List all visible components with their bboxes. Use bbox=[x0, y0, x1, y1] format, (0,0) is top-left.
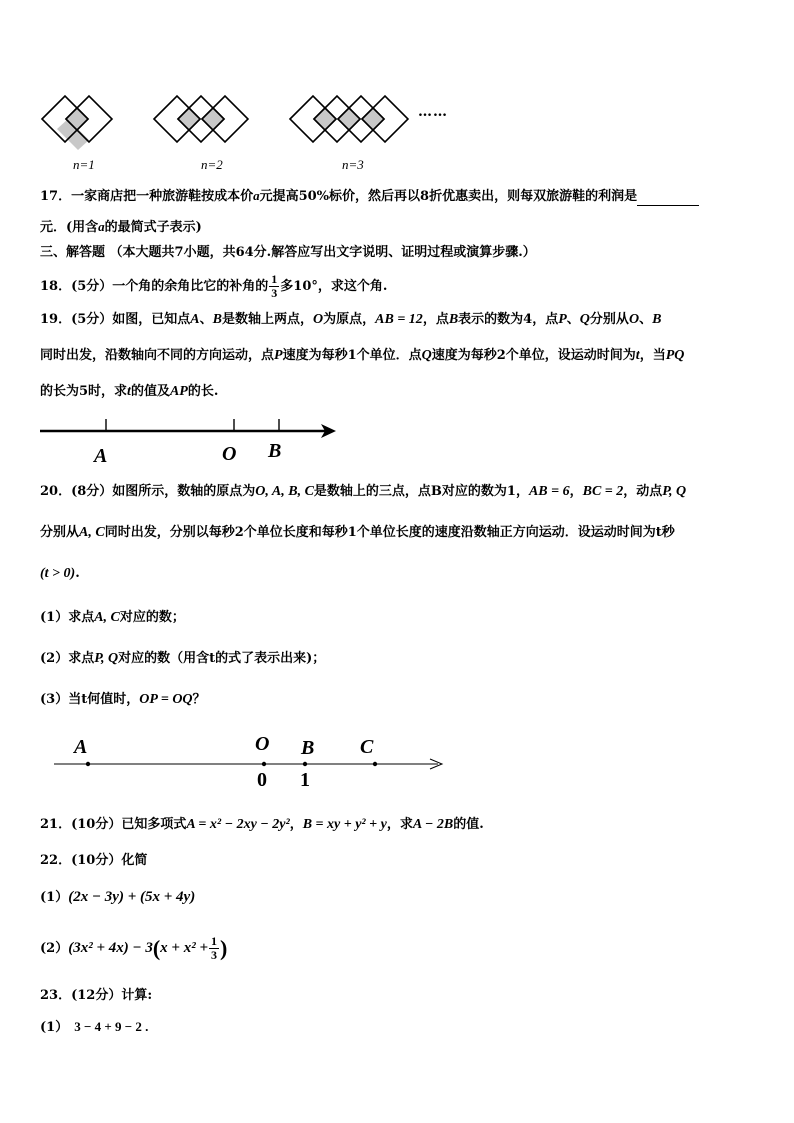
question-17-line1: 17．一家商店把一种旅游鞋按成本价a元提高50%标价，然后再以8折优惠卖出，则每双旅游鞋的利润是 bbox=[40, 187, 699, 206]
question-23-sub1: (1） 3 − 4 + 9 − 2 . bbox=[40, 1019, 149, 1035]
fraction: $\frac{1}{3}$ bbox=[271, 272, 278, 300]
numberline2-label-A: A bbox=[74, 736, 88, 758]
numberline2-label-B: B bbox=[301, 737, 315, 759]
question-18: 18．(5分）一个角的余角比它的补角的 $\frac{1}{3}$ 多10°，求这个角. bbox=[40, 272, 388, 300]
number-line-q19 bbox=[38, 415, 348, 470]
label-n3: n=3 bbox=[342, 157, 364, 172]
question-20-sub3: (3）当t何值时，OP = OQ？ bbox=[40, 692, 206, 707]
question-20-sub1: (1）求点A, C对应的数； bbox=[40, 610, 185, 625]
pattern-n2 bbox=[154, 96, 248, 142]
numberline2-label-C: C bbox=[360, 736, 374, 758]
numberline-label-B: B bbox=[268, 440, 282, 462]
question-19-line3: 的长为5时，求t的值及AP的长. bbox=[40, 384, 219, 399]
numberline2-tick-1: 1 bbox=[300, 769, 310, 791]
pattern-ellipsis: …… bbox=[418, 104, 448, 120]
question-17-line2: 元．(用含a的最简式子表示) bbox=[40, 219, 202, 235]
pattern-n3 bbox=[290, 96, 408, 142]
section-heading: 三、解答题 （本大题共7小题，共64分.解答应写出文字说明、证明过程或演算步骤.） bbox=[40, 245, 536, 260]
question-19-line1: 19．(5分）如图，已知点A、B是数轴上两点，O为原点，AB = 12，点B表示的数为4，点P、Q分别从O、B bbox=[40, 312, 662, 327]
question-20-line1: 20．(8分）如图所示，数轴的原点为O, A, B, C是数轴上的三点，点B对应的数为1，AB = 6，BC = 2，动点P, Q bbox=[40, 484, 687, 499]
label-n2: n=2 bbox=[201, 157, 223, 172]
number-line-q20 bbox=[50, 730, 450, 795]
numberline-label-O: O bbox=[222, 443, 237, 465]
question-22-sub1: (1）(2x − 3y) + (5x + 4y) bbox=[40, 889, 196, 905]
question-20-line3: (t > 0). bbox=[40, 566, 80, 581]
numberline2-tick-0: 0 bbox=[257, 769, 267, 791]
question-21: 21．(10分）已知多项式A = x² − 2xy − 2y²，B = xy + y² + y，求A − 2B的值. bbox=[40, 817, 484, 832]
question-20-sub2: (2）求点P, Q对应的数（用含t的式了表示出来)； bbox=[40, 651, 326, 666]
pattern-n1 bbox=[42, 96, 112, 150]
answer-blank[interactable] bbox=[637, 192, 699, 206]
label-n1: n=1 bbox=[73, 157, 95, 172]
question-22-sub2: (2）(3x² + 4x) − 3(x + x² + $\frac{1}{3}$ ) bbox=[40, 934, 228, 962]
question-19-line2: 同时出发，沿数轴向不同的方向运动，点P速度为每秒1个单位．点Q速度为每秒2个单位，设运动时间为t，当PQ bbox=[40, 348, 685, 363]
question-20-line2: 分别从A, C同时出发，分别以每秒2个单位长度和每秒1个单位长度的速度沿数轴正方向运动．设运动时间为t秒 bbox=[40, 525, 675, 540]
numberline2-label-O: O bbox=[255, 733, 270, 755]
numberline-label-A: A bbox=[94, 445, 108, 467]
question-23-heading: 23．(12分）计算: bbox=[40, 988, 153, 1003]
fraction: $\frac{1}{3}$ bbox=[211, 934, 217, 962]
question-22-heading: 22．(10分）化简 bbox=[40, 853, 148, 868]
